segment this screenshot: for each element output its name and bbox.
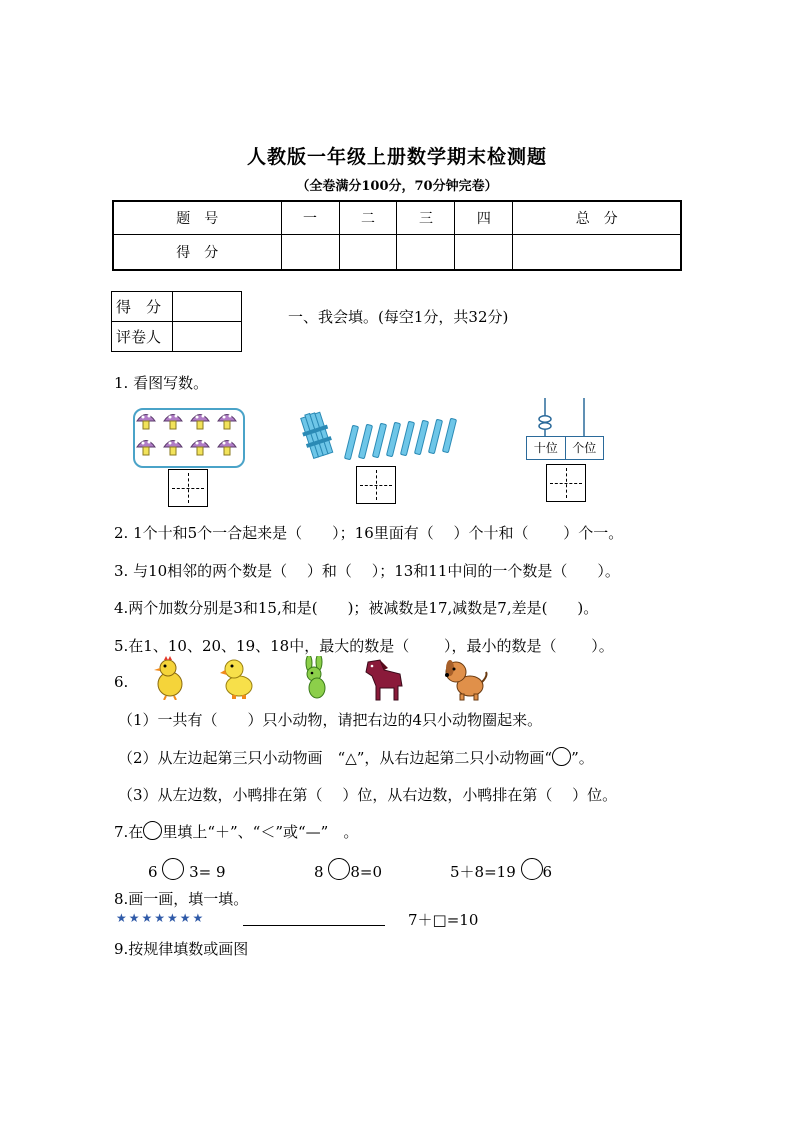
score-header-cell: 二: [339, 201, 397, 235]
question-5: 5.在1、10、20、19、18中，最大的数是（ ），最小的数是（ ）。: [114, 637, 614, 655]
question-6-3: （3）从左边数，小鸭排在第（ ）位，从右边数，小鸭排在第（ ）位。: [118, 786, 618, 804]
circle-shape-icon: [143, 821, 162, 840]
equation-3: [450, 858, 552, 882]
equation-1: [148, 858, 226, 881]
score-cell[interactable]: [513, 235, 681, 271]
stick-icon: [428, 419, 443, 455]
answer-box-3[interactable]: [546, 464, 586, 502]
answer-box-2[interactable]: [356, 466, 396, 504]
equation-3-right: 6: [542, 863, 553, 881]
stick-icon: [400, 421, 415, 457]
question-6-2-end: ”。: [571, 749, 594, 767]
question-3: 3. 与10相邻的两个数是（ ）和（ ）；13和11中间的一个数是（ ）。: [114, 562, 620, 580]
equation-1-right: 3= 9: [189, 863, 226, 881]
mushroom-icon-set: [135, 410, 243, 466]
question-9: 9.按规律填数或画图: [114, 940, 249, 958]
dog-icon: [442, 656, 488, 702]
circle-shape-icon: [552, 747, 571, 766]
stick-icon: [372, 423, 387, 459]
score-cell[interactable]: [397, 235, 455, 271]
abacus-ones-label: 个位: [572, 441, 597, 455]
stick-icon: [414, 420, 429, 456]
question-1: 1. 看图写数。: [114, 374, 209, 392]
score-row-label: 得 分: [113, 235, 281, 271]
page-title: 人教版一年级上册数学期末检测题: [246, 146, 547, 168]
mushroom-group: [133, 408, 245, 468]
question-7: [114, 821, 358, 842]
score-table: [112, 200, 682, 271]
question-4: 4.两个加数分别是3和15,和是( )；被减数是17,减数是7,差是( )。: [114, 599, 599, 617]
question-8-equation: 7＋□=10: [408, 911, 479, 929]
question-7-text: 7.在: [114, 823, 144, 841]
stick-icon: [442, 418, 457, 454]
equation-2-left: 8: [314, 863, 324, 881]
equation-3-left: 5＋8=19: [450, 863, 516, 881]
question-6: 6.: [114, 673, 129, 691]
score-header-cell: 总 分: [513, 201, 681, 235]
question-7-text-end: 里填上“＋”、“＜”或“—” 。: [162, 823, 359, 841]
score-cell[interactable]: [339, 235, 397, 271]
grader-table: [111, 291, 242, 352]
answer-line[interactable]: [243, 925, 385, 926]
page-subtitle: （全卷满分100分，70分钟完卷）: [296, 179, 498, 194]
score-cell[interactable]: [281, 235, 339, 271]
score-cell[interactable]: [455, 235, 513, 271]
equation-1-left: 6: [148, 863, 158, 881]
star-row-icon: ★★★★★★★: [116, 911, 206, 925]
grader-name-label: 评卷人: [112, 322, 173, 352]
equation-2-right: 8=0: [350, 863, 382, 881]
stick-bundle-icon: [298, 408, 338, 463]
duck-icon: [220, 656, 256, 700]
answer-circle[interactable]: [328, 858, 350, 880]
abacus-tens-label: 十位: [527, 437, 566, 459]
question-8: 8.画一画，填一填。: [114, 890, 249, 908]
answer-circle[interactable]: [521, 858, 543, 880]
grader-score-cell[interactable]: [173, 292, 242, 322]
grader-score-label: 得 分: [112, 292, 173, 322]
section-1-title: 一、我会填。(每空1分，共32分): [288, 308, 509, 326]
answer-circle[interactable]: [162, 858, 184, 880]
stick-bundle-figure: [298, 408, 468, 463]
score-header-cell: 一: [281, 201, 339, 235]
stick-icon: [358, 424, 373, 460]
horse-icon: [362, 656, 406, 702]
stick-icon: [386, 422, 401, 458]
chick-icon: [152, 656, 188, 700]
answer-box-1[interactable]: [168, 469, 208, 507]
equation-2: [314, 858, 382, 881]
stick-icon: [344, 425, 359, 461]
abacus-figure: [526, 396, 604, 460]
question-6-2: [118, 747, 594, 768]
abacus-rods-icon: [526, 396, 604, 436]
question-6-2-text: （2）从左边起第三只小动物画 “△”，从右边起第二只小动物画“: [118, 749, 553, 767]
score-header-cell: 四: [455, 201, 513, 235]
rabbit-icon: [298, 656, 334, 700]
question-2: 2. 1个十和5个一合起来是（ ）；16里面有（ ）个十和（ ）个一。: [114, 524, 624, 542]
score-header-cell: 三: [397, 201, 455, 235]
question-6-1: （1）一共有（ ）只小动物，请把右边的4只小动物圈起来。: [118, 711, 543, 729]
score-header-cell: 题 号: [113, 201, 281, 235]
grader-name-cell[interactable]: [173, 322, 242, 352]
